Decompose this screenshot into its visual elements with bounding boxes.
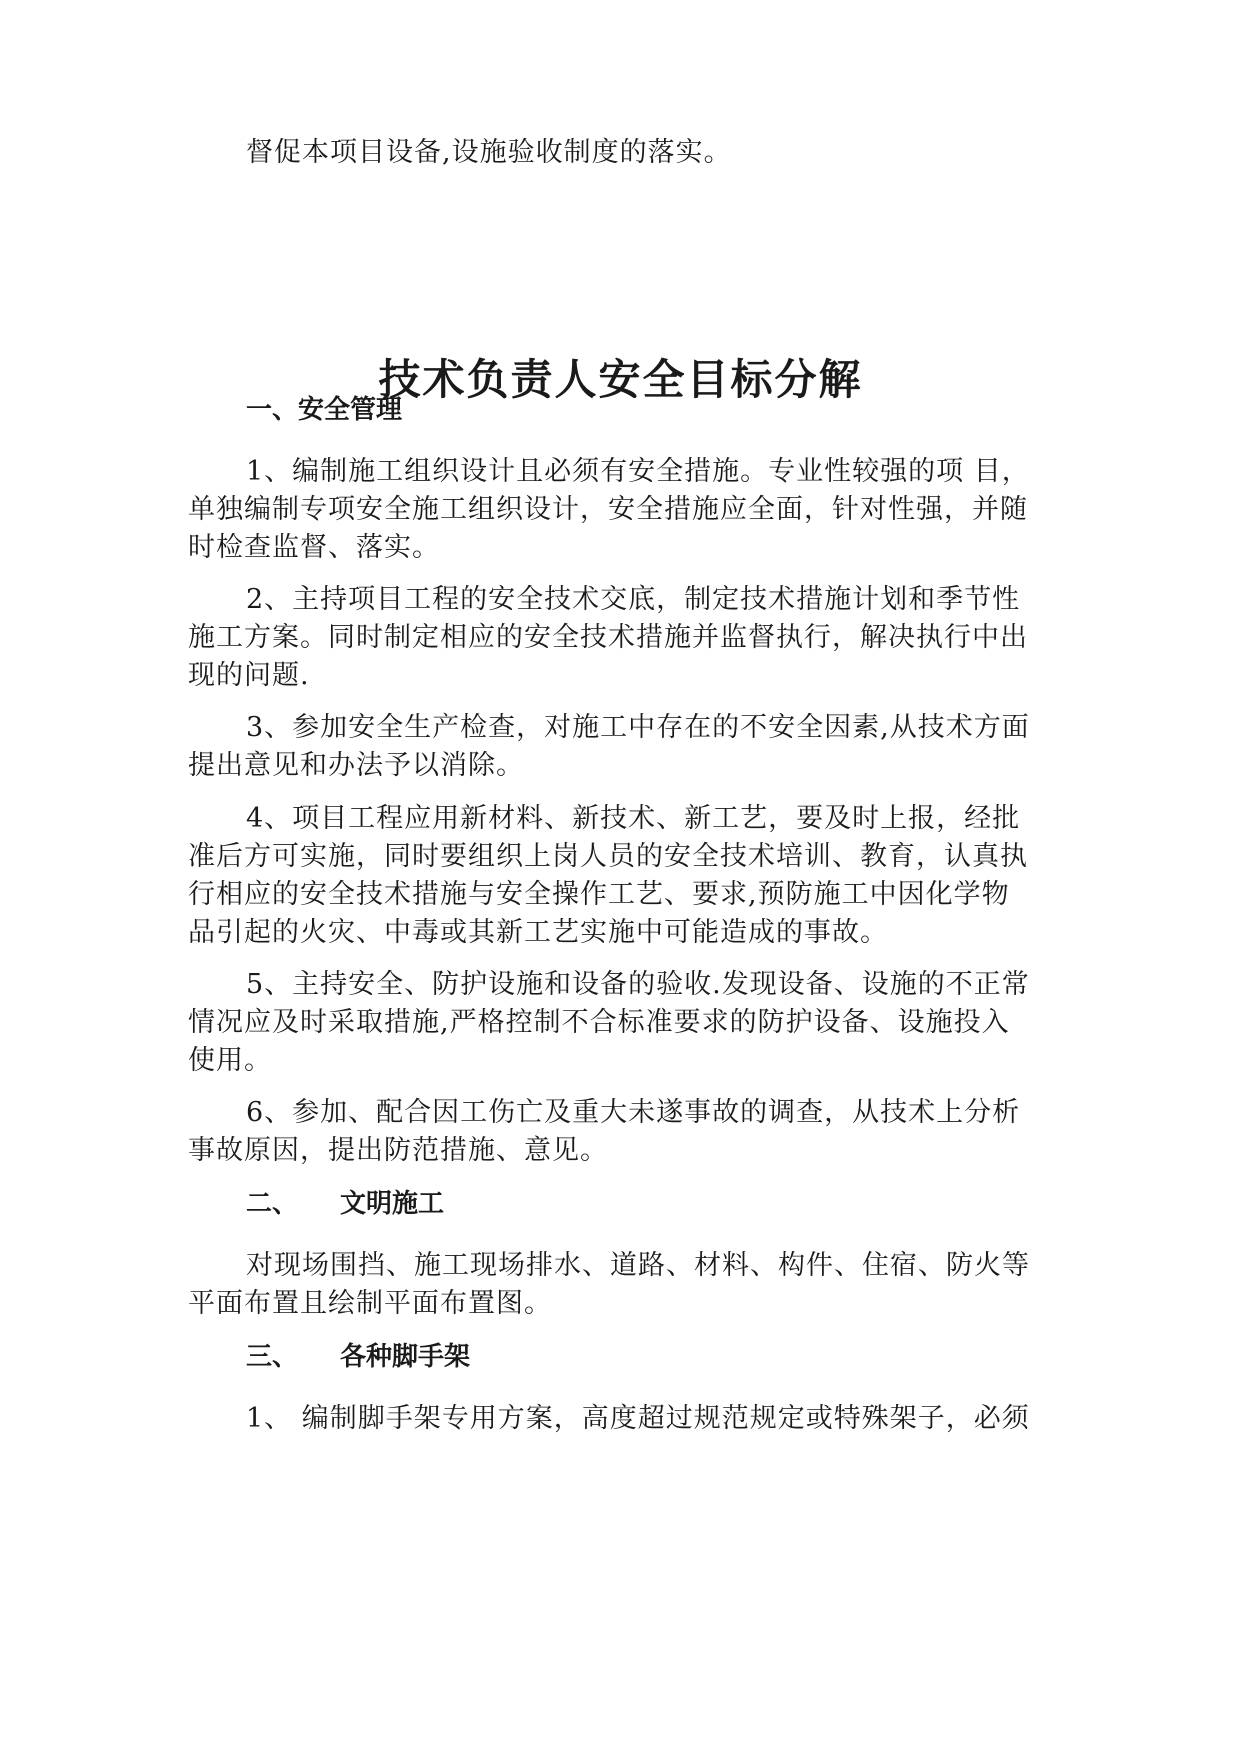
section-number: 二、 [246, 1189, 299, 1219]
paragraph-line: 6、参加、配合因工伤亡及重大未遂事故的调查，从技术上分析 [246, 1097, 1021, 1128]
paragraph-line: 准后方可实施，同时要组织上岗人员的安全技术培训、教育，认真执 [188, 841, 1028, 872]
page-title: 技术负责人安全目标分解 [378, 355, 863, 404]
paragraph-line: 2、主持项目工程的安全技术交底，制定技术措施计划和季节性 [246, 584, 1021, 615]
top-text: 督促本项目设备,设施验收制度的落实。 [246, 137, 732, 168]
paragraph-line: 平面布置且绘制平面布置图。 [188, 1288, 552, 1319]
section-number: 三、 [246, 1342, 299, 1372]
paragraph-line: 使用。 [188, 1045, 272, 1076]
paragraph-line: 情况应及时采取措施,严格控制不合标准要求的防护设备、设施投入 [188, 1007, 1010, 1038]
paragraph-line: 施工方案。同时制定相应的安全技术措施并监督执行，解决执行中出 [188, 622, 1028, 653]
paragraph-line: 现的问题. [188, 660, 310, 691]
paragraph-line: 1、编制施工组织设计且必须有安全措施。专业性较强的项 目， [246, 456, 1030, 487]
paragraph-line: 3、参加安全生产检查，对施工中存在的不安全因素,从技术方面 [246, 712, 1030, 743]
section-heading-scaffolding [246, 1338, 470, 1376]
paragraph-line: 4、项目工程应用新材料、新技术、新工艺，要及时上报，经批 [246, 803, 1021, 834]
section-title: 各种脚手架 [340, 1342, 471, 1372]
paragraph-line: 单独编制专项安全施工组织设计，安全措施应全面，针对性强，并随 [188, 494, 1028, 525]
paragraph-line: 1、 编制脚手架专用方案，高度超过规范规定或特殊架子，必须 [246, 1403, 1030, 1434]
section-heading-civilized-construction [246, 1185, 444, 1223]
paragraph-line: 行相应的安全技术措施与安全操作工艺、要求,预防施工中因化学物 [188, 879, 1010, 910]
paragraph-line: 提出意见和办法予以消除。 [188, 750, 524, 781]
section-number: 一、 [246, 395, 299, 425]
paragraph-line: 事故原因，提出防范措施、意见。 [188, 1135, 608, 1166]
section-title: 文明施工 [340, 1189, 445, 1219]
section-title: 安全管理 [298, 395, 403, 425]
paragraph-line: 对现场围挡、施工现场排水、道路、材料、构件、住宿、防火等 [246, 1250, 1030, 1281]
paragraph-line: 5、主持安全、防护设施和设备的验收.发现设备、设施的不正常 [246, 969, 1030, 1000]
paragraph-line: 时检查监督、落实。 [188, 532, 440, 563]
section-heading-safety-management [246, 391, 402, 429]
paragraph-line: 品引起的火灾、中毒或其新工艺实施中可能造成的事故。 [188, 917, 888, 948]
